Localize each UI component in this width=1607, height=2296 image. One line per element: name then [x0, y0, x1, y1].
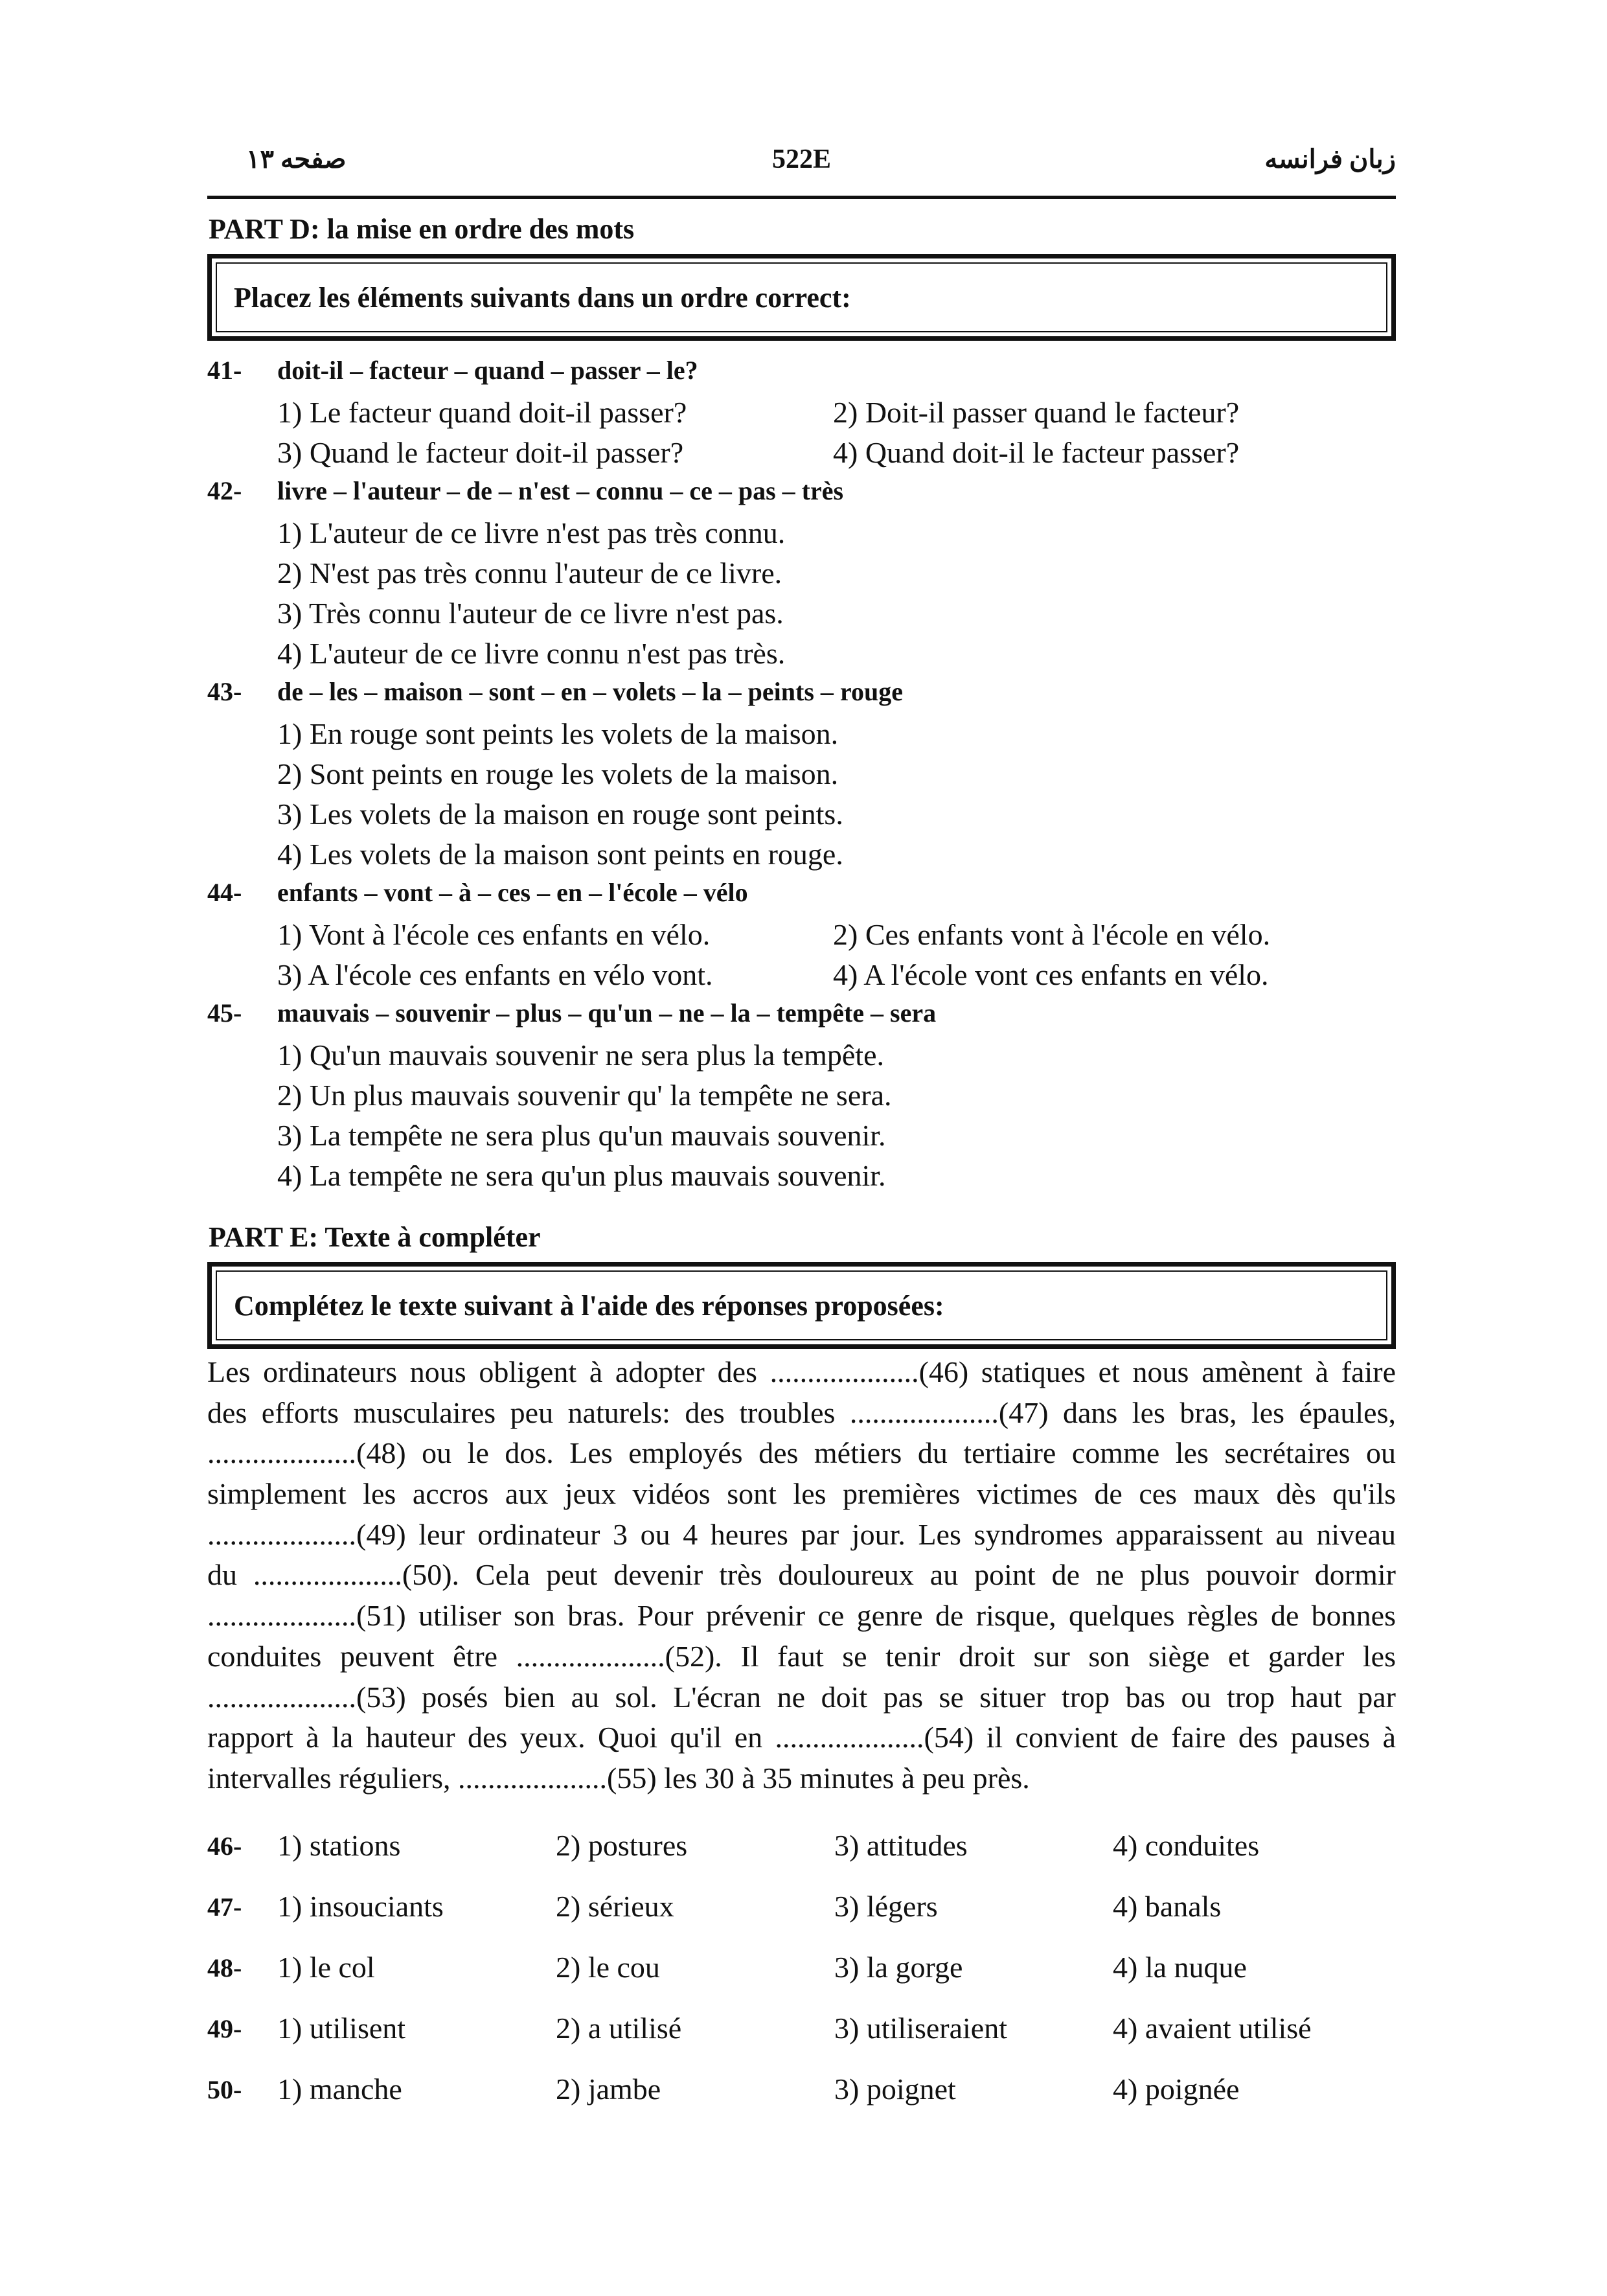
question-number: 47- — [207, 1892, 242, 1922]
passage-line: conduites peuvent être ....................(52). Il faut se tenir droit sur son siège et garder les — [207, 1639, 1396, 1673]
question-50 — [207, 2072, 1396, 2117]
option-row — [207, 1038, 1396, 1078]
passage-line: intervalles réguliers, ....................(55) les 30 à 35 minutes à peu près. — [207, 1761, 1030, 1795]
answer-option-4[interactable]: 4) Les volets de la maison sont peints en rouge. — [277, 838, 843, 871]
part-e-instruction-box — [207, 1262, 1396, 1349]
answer-option-3[interactable]: 3) Très connu l'auteur de ce livre n'est pas. — [277, 597, 784, 630]
page-header — [207, 144, 1396, 190]
answer-option-1[interactable]: 1) insouciants — [277, 1890, 444, 1923]
question-number: 50- — [207, 2075, 242, 2104]
cloze-passage — [207, 1352, 1396, 1799]
question-prompt: livre – l'auteur – de – n'est – connu – ce – pas – très — [277, 476, 844, 505]
option-row — [207, 717, 1396, 757]
answer-option-3[interactable]: 3) la gorge — [834, 1951, 963, 1984]
question-header — [207, 998, 1396, 1038]
question-41 — [207, 355, 1396, 476]
answer-option-3[interactable]: 3) A l'école ces enfants en vélo vont. — [277, 958, 713, 991]
passage-line: Les ordinateurs nous obligent à adopter des ....................(46) statiques et nous amènent à faire — [207, 1355, 1396, 1388]
question-prompt: de – les – maison – sont – en – volets – la – peints – rouge — [277, 677, 903, 706]
part-d-title: PART D: la mise en ordre des mots — [209, 213, 635, 245]
answer-option-1[interactable]: 1) Le facteur quand doit-il passer? — [277, 396, 687, 429]
question-prompt: enfants – vont – à – ces – en – l'école – vélo — [277, 878, 748, 907]
option-row — [207, 516, 1396, 556]
option-row — [207, 395, 1396, 435]
answer-option-4[interactable]: 4) conduites — [1113, 1829, 1260, 1862]
question-number: 48- — [207, 1953, 242, 1982]
option-row — [207, 757, 1396, 797]
option-row — [207, 1118, 1396, 1158]
question-44 — [207, 877, 1396, 998]
answer-option-3[interactable]: 3) Les volets de la maison en rouge sont peints. — [277, 798, 843, 831]
question-47 — [207, 1889, 1396, 1934]
question-prompt: mauvais – souvenir – plus – qu'un – ne – la – tempête – sera — [277, 998, 937, 1027]
answer-option-2[interactable]: 2) le cou — [556, 1951, 660, 1984]
question-number: 49- — [207, 2014, 242, 2043]
passage-line: du ....................(50). Cela peut devenir très douloureux au point de ne plus pouvoir dormir — [207, 1558, 1396, 1592]
question-number: 45- — [207, 998, 242, 1027]
option-row — [207, 797, 1396, 837]
passage-line: ....................(49) leur ordinateur 3 ou 4 heures par jour. Les syndromes apparaissent au niveau — [207, 1517, 1396, 1551]
answer-option-4[interactable]: 4) avaient utilisé — [1113, 2012, 1312, 2045]
answer-option-4[interactable]: 4) Quand doit-il le facteur passer? — [833, 436, 1240, 469]
answer-option-1[interactable]: 1) stations — [277, 1829, 401, 1862]
option-row — [207, 837, 1396, 877]
passage-line: des efforts musculaires peu naturels: des troubles ....................(47) dans les bras, les épaules, — [207, 1395, 1396, 1429]
question-49 — [207, 2011, 1396, 2056]
answer-option-4[interactable]: 4) A l'école vont ces enfants en vélo. — [833, 958, 1269, 991]
passage-line: rapport à la hauteur des yeux. Quoi qu'il en ....................(54) il convient de faire des pauses à — [207, 1721, 1396, 1754]
question-number: 44- — [207, 878, 242, 907]
subject-title: زبان فرانسه — [1264, 144, 1396, 174]
answer-option-3[interactable]: 3) La tempête ne sera plus qu'un mauvais souvenir. — [277, 1119, 886, 1152]
question-number: 42- — [207, 476, 242, 505]
question-number: 41- — [207, 356, 242, 385]
answer-option-3[interactable]: 3) légers — [834, 1890, 938, 1923]
answer-option-3[interactable]: 3) poignet — [834, 2072, 956, 2106]
option-row — [207, 596, 1396, 636]
answer-option-4[interactable]: 4) La tempête ne sera qu'un plus mauvais souvenir. — [277, 1159, 886, 1192]
answer-option-2[interactable]: 2) Sont peints en rouge les volets de la maison. — [277, 757, 839, 790]
part-d-instruction-box — [207, 254, 1396, 341]
question-number: 43- — [207, 677, 242, 706]
answer-option-4[interactable]: 4) poignée — [1113, 2072, 1240, 2106]
answer-option-1[interactable]: 1) L'auteur de ce livre n'est pas très connu. — [277, 516, 786, 549]
answer-option-1[interactable]: 1) Qu'un mauvais souvenir ne sera plus la tempête. — [277, 1039, 884, 1072]
passage-line: simplement les accros aux jeux vidéos sont les premières victimes de ces maux dès qu'ils — [207, 1477, 1396, 1511]
answer-option-2[interactable]: 2) postures — [556, 1829, 688, 1862]
option-row — [207, 917, 1396, 958]
answer-option-3[interactable]: 3) attitudes — [834, 1829, 968, 1862]
question-prompt: doit-il – facteur – quand – passer – le? — [277, 356, 698, 385]
answer-option-3[interactable]: 3) Quand le facteur doit-il passer? — [277, 436, 684, 469]
passage-line: ....................(48) ou le dos. Les employés des métiers du tertiaire comme les secrétaires ou — [207, 1436, 1396, 1470]
answer-option-1[interactable]: 1) utilisent — [277, 2012, 406, 2045]
part-e-title: PART E: Texte à compléter — [209, 1221, 541, 1253]
answer-option-2[interactable]: 2) sérieux — [556, 1890, 674, 1923]
header-divider — [207, 196, 1396, 199]
passage-line: ....................(51) utiliser son bras. Pour prévenir ce genre de risque, quelques règles de bonnes — [207, 1599, 1396, 1633]
option-row — [207, 958, 1396, 998]
option-row — [207, 1078, 1396, 1118]
option-row — [207, 556, 1396, 596]
answer-option-1[interactable]: 1) Vont à l'école ces enfants en vélo. — [277, 918, 711, 951]
option-row — [207, 636, 1396, 676]
answer-option-4[interactable]: 4) la nuque — [1113, 1951, 1247, 1984]
part-d-instruction: Placez les éléments suivants dans un ordre correct: — [216, 262, 1387, 332]
question-header — [207, 877, 1396, 917]
question-43 — [207, 676, 1396, 877]
option-row — [207, 1158, 1396, 1199]
answer-option-2[interactable]: 2) Un plus mauvais souvenir qu' la tempête ne sera. — [277, 1079, 892, 1112]
answer-option-3[interactable]: 3) utiliseraient — [834, 2012, 1007, 2045]
answer-option-2[interactable]: 2) N'est pas très connu l'auteur de ce livre. — [277, 557, 782, 590]
answer-option-2[interactable]: 2) Ces enfants vont à l'école en vélo. — [833, 918, 1271, 951]
passage-line: ....................(53) posés bien au sol. L'écran ne doit pas se situer trop bas ou trop haut par — [207, 1680, 1396, 1714]
answer-option-1[interactable]: 1) le col — [277, 1951, 375, 1984]
question-42 — [207, 476, 1396, 676]
answer-option-2[interactable]: 2) Doit-il passer quand le facteur? — [833, 396, 1240, 429]
option-row — [207, 435, 1396, 476]
answer-option-4[interactable]: 4) L'auteur de ce livre connu n'est pas très. — [277, 637, 786, 670]
question-46 — [207, 1828, 1396, 1874]
page-number: صفحه ۱۳ — [246, 144, 347, 174]
question-48 — [207, 1950, 1396, 1995]
part-e-instruction: Complétez le texte suivant à l'aide des réponses proposées: — [216, 1270, 1387, 1340]
question-header — [207, 355, 1396, 395]
question-45 — [207, 998, 1396, 1199]
answer-option-1[interactable]: 1) En rouge sont peints les volets de la maison. — [277, 717, 839, 750]
answer-option-2[interactable]: 2) a utilisé — [556, 2012, 682, 2045]
answer-option-2[interactable]: 2) jambe — [556, 2072, 661, 2106]
answer-option-4[interactable]: 4) banals — [1113, 1890, 1222, 1923]
exam-code: 522E — [771, 144, 831, 174]
answer-option-1[interactable]: 1) manche — [277, 2072, 402, 2106]
question-header — [207, 676, 1396, 717]
question-header — [207, 476, 1396, 516]
question-number: 46- — [207, 1831, 242, 1861]
